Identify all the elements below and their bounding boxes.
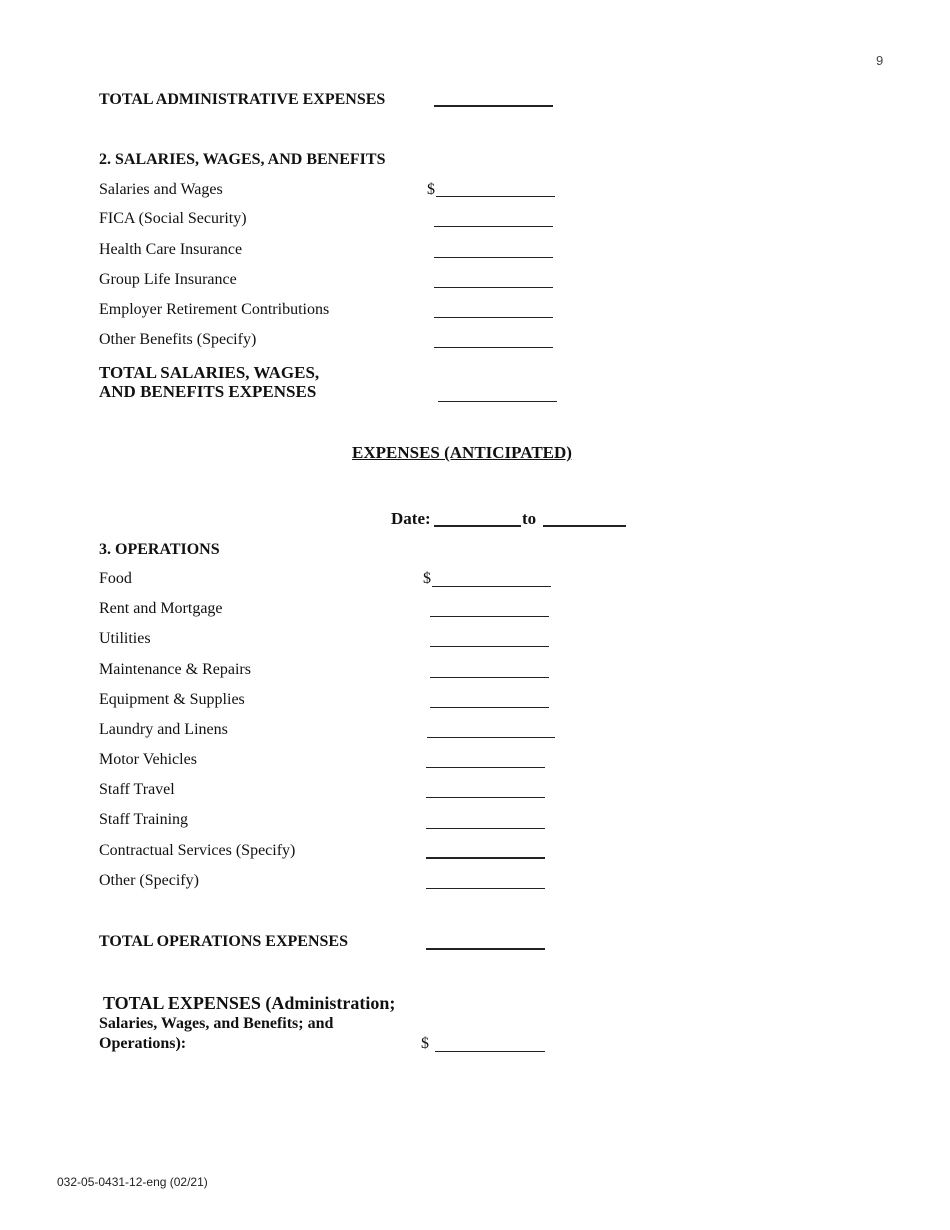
total-administrative-expenses-field[interactable] bbox=[434, 105, 553, 107]
date-label: Date: bbox=[391, 509, 431, 528]
salaries-item-3-field[interactable] bbox=[434, 287, 553, 288]
operations-section-heading: 3. OPERATIONS bbox=[99, 541, 220, 558]
operations-item-2-field[interactable] bbox=[430, 646, 549, 647]
operations-item-1-label: Rent and Mortgage bbox=[99, 600, 223, 617]
operations-item-0-currency: $ bbox=[423, 570, 431, 587]
total-operations-expenses-label: TOTAL OPERATIONS EXPENSES bbox=[99, 933, 348, 950]
salaries-item-1-label: FICA (Social Security) bbox=[99, 210, 247, 227]
operations-item-10-field[interactable] bbox=[426, 888, 545, 889]
operations-item-6-field[interactable] bbox=[426, 767, 545, 768]
operations-item-9-label: Contractual Services (Specify) bbox=[99, 842, 296, 859]
page-number: 9 bbox=[876, 53, 884, 68]
operations-item-0-label: Food bbox=[99, 570, 132, 587]
total-expenses-label-line1: TOTAL EXPENSES (Administration; bbox=[103, 993, 396, 1013]
total-expenses-field[interactable] bbox=[435, 1051, 545, 1052]
operations-item-7-label: Staff Travel bbox=[99, 781, 175, 798]
operations-item-8-field[interactable] bbox=[426, 828, 545, 829]
salaries-item-0-currency: $ bbox=[427, 181, 435, 198]
expenses-anticipated-title: EXPENSES (ANTICIPATED) bbox=[352, 443, 572, 462]
total-expenses-currency: $ bbox=[421, 1035, 429, 1052]
salaries-item-5-label: Other Benefits (Specify) bbox=[99, 331, 257, 348]
salaries-item-4-label: Employer Retirement Contributions bbox=[99, 301, 330, 318]
operations-item-10-label: Other (Specify) bbox=[99, 872, 199, 889]
salaries-item-2-field[interactable] bbox=[434, 257, 553, 258]
operations-item-1-field[interactable] bbox=[430, 616, 549, 617]
salaries-item-3-label: Group Life Insurance bbox=[99, 271, 237, 288]
salaries-item-4-field[interactable] bbox=[434, 317, 553, 318]
salaries-section-heading: 2. SALARIES, WAGES, AND BENEFITS bbox=[99, 151, 386, 168]
operations-item-6-label: Motor Vehicles bbox=[99, 751, 197, 768]
total-salaries-field[interactable] bbox=[438, 401, 557, 402]
total-administrative-expenses-label: TOTAL ADMINISTRATIVE EXPENSES bbox=[99, 91, 386, 108]
total-operations-expenses-field[interactable] bbox=[426, 948, 545, 950]
operations-item-5-label: Laundry and Linens bbox=[99, 721, 228, 738]
date-to-field[interactable] bbox=[543, 525, 626, 527]
operations-item-4-label: Equipment & Supplies bbox=[99, 691, 245, 708]
operations-item-9-field[interactable] bbox=[426, 857, 545, 859]
total-salaries-label-line1: TOTAL SALARIES, WAGES, bbox=[99, 363, 320, 382]
operations-item-8-label: Staff Training bbox=[99, 811, 189, 828]
operations-item-4-field[interactable] bbox=[430, 707, 549, 708]
total-expenses-label-line3: Operations): bbox=[99, 1035, 187, 1052]
salaries-item-1-field[interactable] bbox=[434, 226, 553, 227]
operations-item-7-field[interactable] bbox=[426, 797, 545, 798]
salaries-item-0-label: Salaries and Wages bbox=[99, 181, 223, 198]
operations-item-2-label: Utilities bbox=[99, 630, 151, 647]
operations-item-5-field[interactable] bbox=[427, 737, 555, 738]
total-salaries-label-line2: AND BENEFITS EXPENSES bbox=[99, 382, 317, 401]
salaries-item-2-label: Health Care Insurance bbox=[99, 241, 243, 258]
operations-item-0-field[interactable] bbox=[432, 586, 551, 587]
operations-item-3-label: Maintenance & Repairs bbox=[99, 661, 251, 678]
salaries-item-5-field[interactable] bbox=[434, 347, 553, 348]
total-expenses-label-line2: Salaries, Wages, and Benefits; and bbox=[99, 1015, 334, 1032]
salaries-item-0-field[interactable] bbox=[436, 196, 555, 197]
form-code-footer: 032-05-0431-12-eng (02/21) bbox=[57, 1175, 208, 1189]
operations-item-3-field[interactable] bbox=[430, 677, 549, 678]
date-to-label: to bbox=[522, 509, 537, 528]
date-from-field[interactable] bbox=[434, 525, 521, 527]
